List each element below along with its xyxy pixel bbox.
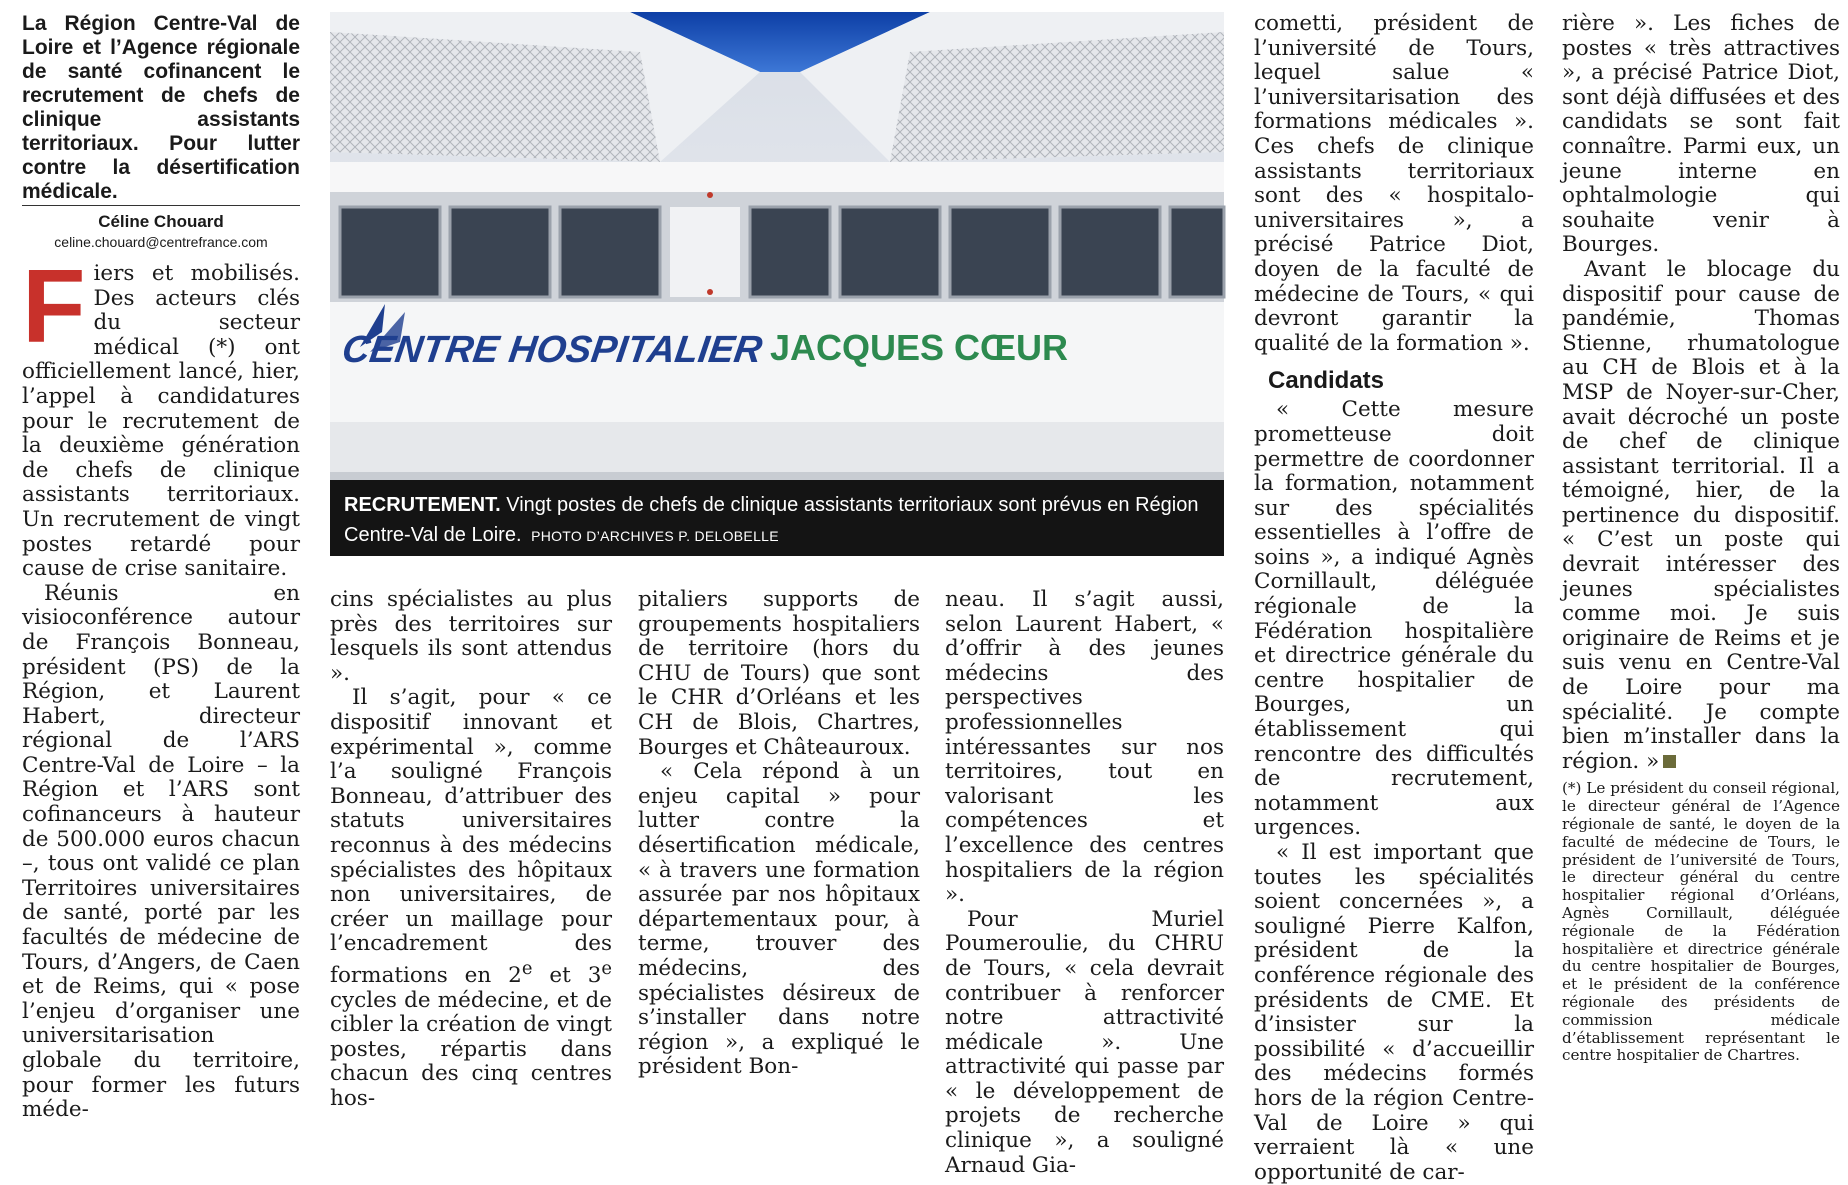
photo-credit: PHOTO D’ARCHIVES P. DELOBELLE bbox=[531, 528, 779, 544]
byline bbox=[22, 205, 300, 250]
paragraph-2: Réunis en visioconférence autour de François Bonneau, président (PS) de la Région, et Laurent Habert, directeur régional de l’ARS Centre-Val de Loire – la Région et l’ARS sont cofinanceurs à hauteur de 500.000 euros chacun –, tous ont validé ce plan Territoires universitaires de santé, porté par les facultés de médecine de Tours, d’Angers, de Caen et de Reims, qui « pose l’enjeu d’organiser une universitarisation globale du territoire, pour former les futurs méde- bbox=[22, 580, 300, 1123]
end-mark-icon bbox=[1663, 755, 1676, 768]
paragraph-6: « Cette mesure prometteuse doit permettre de coordonner la formation, notamment sur des spécialités essentielles à l’offre de soins », a indiqué Agnès Cornillault, déléguée régionale de la Fédération hospitalière et directrice générale du centre hospitalier de Bourges, un établissement qui rencontre des difficultés de recrutement, notamment aux urgences. bbox=[1254, 397, 1534, 841]
paragraph-3-continued: pitaliers supports de groupements hospitaliers de territoire (hors du CHU de Tours) que sont le CHR d’Orléans et les CH de Blois, Chartres, Bourges et Châteauroux. bbox=[638, 587, 920, 760]
paragraph-4-continued: neau. Il s’agit aussi, selon Laurent Habert, « d’offrir à des jeunes médecins des perspectives professionnelles intéressantes sur nos territoires, tout en valorisant les compétences et l’excellence des centres hospitaliers de la région ». bbox=[945, 587, 1224, 908]
subheading-candidats: Candidats bbox=[1268, 367, 1385, 395]
column-4 bbox=[945, 587, 1224, 1178]
paragraph-3: Il s’agit, pour « ce dispositif innovant et expérimental », comme l’a souligné François Bonneau, d’attribuer des statuts universitaires reconnus à des médecins spécialistes des hôpitaux non universitaires, de créer un maillage pour l’encadrement des formations en 2e et 3e cycles de médecine, et de cibler la création de vingt postes, répartis dans chacun des cinq centres hos- bbox=[330, 685, 612, 1112]
drop-cap: F bbox=[22, 249, 86, 365]
lead-text: iers et mobilisés. Des acteurs clés du secteur médical (*) ont officiellement lancé, hier, l’appel à candidatures pour le recrutement de la deuxième génération de chefs de clinique assistants territoriaux. Un recrutement de vingt postes retardé pour cause de crise sanitaire. bbox=[22, 261, 300, 582]
paragraph-8: Avant le blocage du dispositif pour cause de pandémie, Thomas Stienne, rhumatologue au CH de Blois et à la MSP de Noyer-sur-Cher, avait décroché un poste de chef de clinique assistant territorial. Il a témoigné, hier, de la pertinence du dispositif. « C’est un poste qui devrait intéresser des jeunes spécialistes comme moi. Je suis originaire de Reims et je suis venu en Centre-Val de Loire pour ma spécialité. Je compte bien m’installer dans la région. » bbox=[1562, 256, 1840, 774]
paragraph-4: « Cela répond à un enjeu capital » pour lutter contre la désertification médicale, « à travers une formation assurée par nos hôpitaux départementaux pour, à terme, trouver des médecins, des spécialistes désireux de s’installer dans notre région », a expliqué le président Bon- bbox=[638, 759, 920, 1080]
caption-label: RECRUTEMENT. bbox=[344, 494, 501, 516]
author-email[interactable]: celine.chouard@centrefrance.com bbox=[54, 234, 268, 250]
column-2 bbox=[330, 587, 612, 1112]
sign-jacques-coeur: JACQUES CŒUR bbox=[770, 327, 1069, 368]
hospital-building-image bbox=[330, 12, 1224, 556]
column-1-body bbox=[22, 249, 300, 1123]
lead-paragraph bbox=[22, 249, 300, 582]
column-6 bbox=[1562, 11, 1840, 1065]
article-photo bbox=[330, 12, 1224, 556]
column-3 bbox=[638, 587, 920, 1080]
standfirst: La Région Centre-Val de Loire et l’Agence régionale de santé cofinancent le recrutement de chefs de clinique assistants territoriaux. Pour lutter contre la désertification médicale. bbox=[22, 12, 300, 203]
paragraph-7-continued: rière ». Les fiches de postes « très attractives », a précisé Patrice Diot, sont déjà diffusées et des candidats se sont fait connaître. Parmi eux, un jeune interne en ophtalmologie qui souhaite venir à Bourges. bbox=[1562, 11, 1840, 258]
column-5 bbox=[1254, 11, 1534, 1185]
paragraph-5-continued: cometti, président de l’université de Tours, lequel salue « l’universitarisation des formations médicales ». Ces chefs de clinique assistants territoriaux sont des « hospitalo-universitaires », a précisé Patrice Diot, doyen de la faculté de médecine de Tours, « qui devront garantir la qualité de la formation ». bbox=[1254, 11, 1534, 356]
caption-text: Vingt postes de chefs de clinique assistants territoriaux sont prévus en Région Centre-Val de Loire. bbox=[344, 494, 1199, 546]
photo-caption bbox=[330, 480, 1224, 556]
footnote: (*) Le président du conseil régional, le directeur général de l’Agence régionale de santé, le doyen de la faculté de médecine de Tours, le président de l’université de Tours, le directeur général du centre hospitalier régional d’Orléans, Agnès Cornillault, déléguée régionale de la Fédération hospitalière et directrice générale du centre hospitalier de Bourges, et le président de la conférence régionale des présidents de commission médicale d’établissement représentant le centre hospitalier de Chartres. bbox=[1562, 779, 1840, 1065]
paragraph-7: « Il est important que toutes les spécialités soient concernées », a souligné Pierre Kalfon, président de la conférence régionale des présidents de CME. Et d’insister sur la possibilité « d’accueillir des médecins formés hors de la région Centre-Val de Loire » qui verraient là « une opportunité de car- bbox=[1254, 840, 1534, 1185]
sign-centre-hospitalier: CENTRE HOSPITALIER bbox=[339, 328, 765, 371]
paragraph-2-continued: cins spécialistes au plus près des territoires sur lesquels ils sont attendus ». bbox=[330, 587, 612, 686]
paragraph-5: Pour Muriel Poumeroulie, du CHRU de Tours, « cela devrait contribuer à renforcer notre attractivité médicale ». Une attractivité qui passe par « le développement de projets de recherche clinique », a souligné Arnaud Gia- bbox=[945, 906, 1224, 1178]
author-name: Céline Chouard bbox=[98, 212, 224, 231]
